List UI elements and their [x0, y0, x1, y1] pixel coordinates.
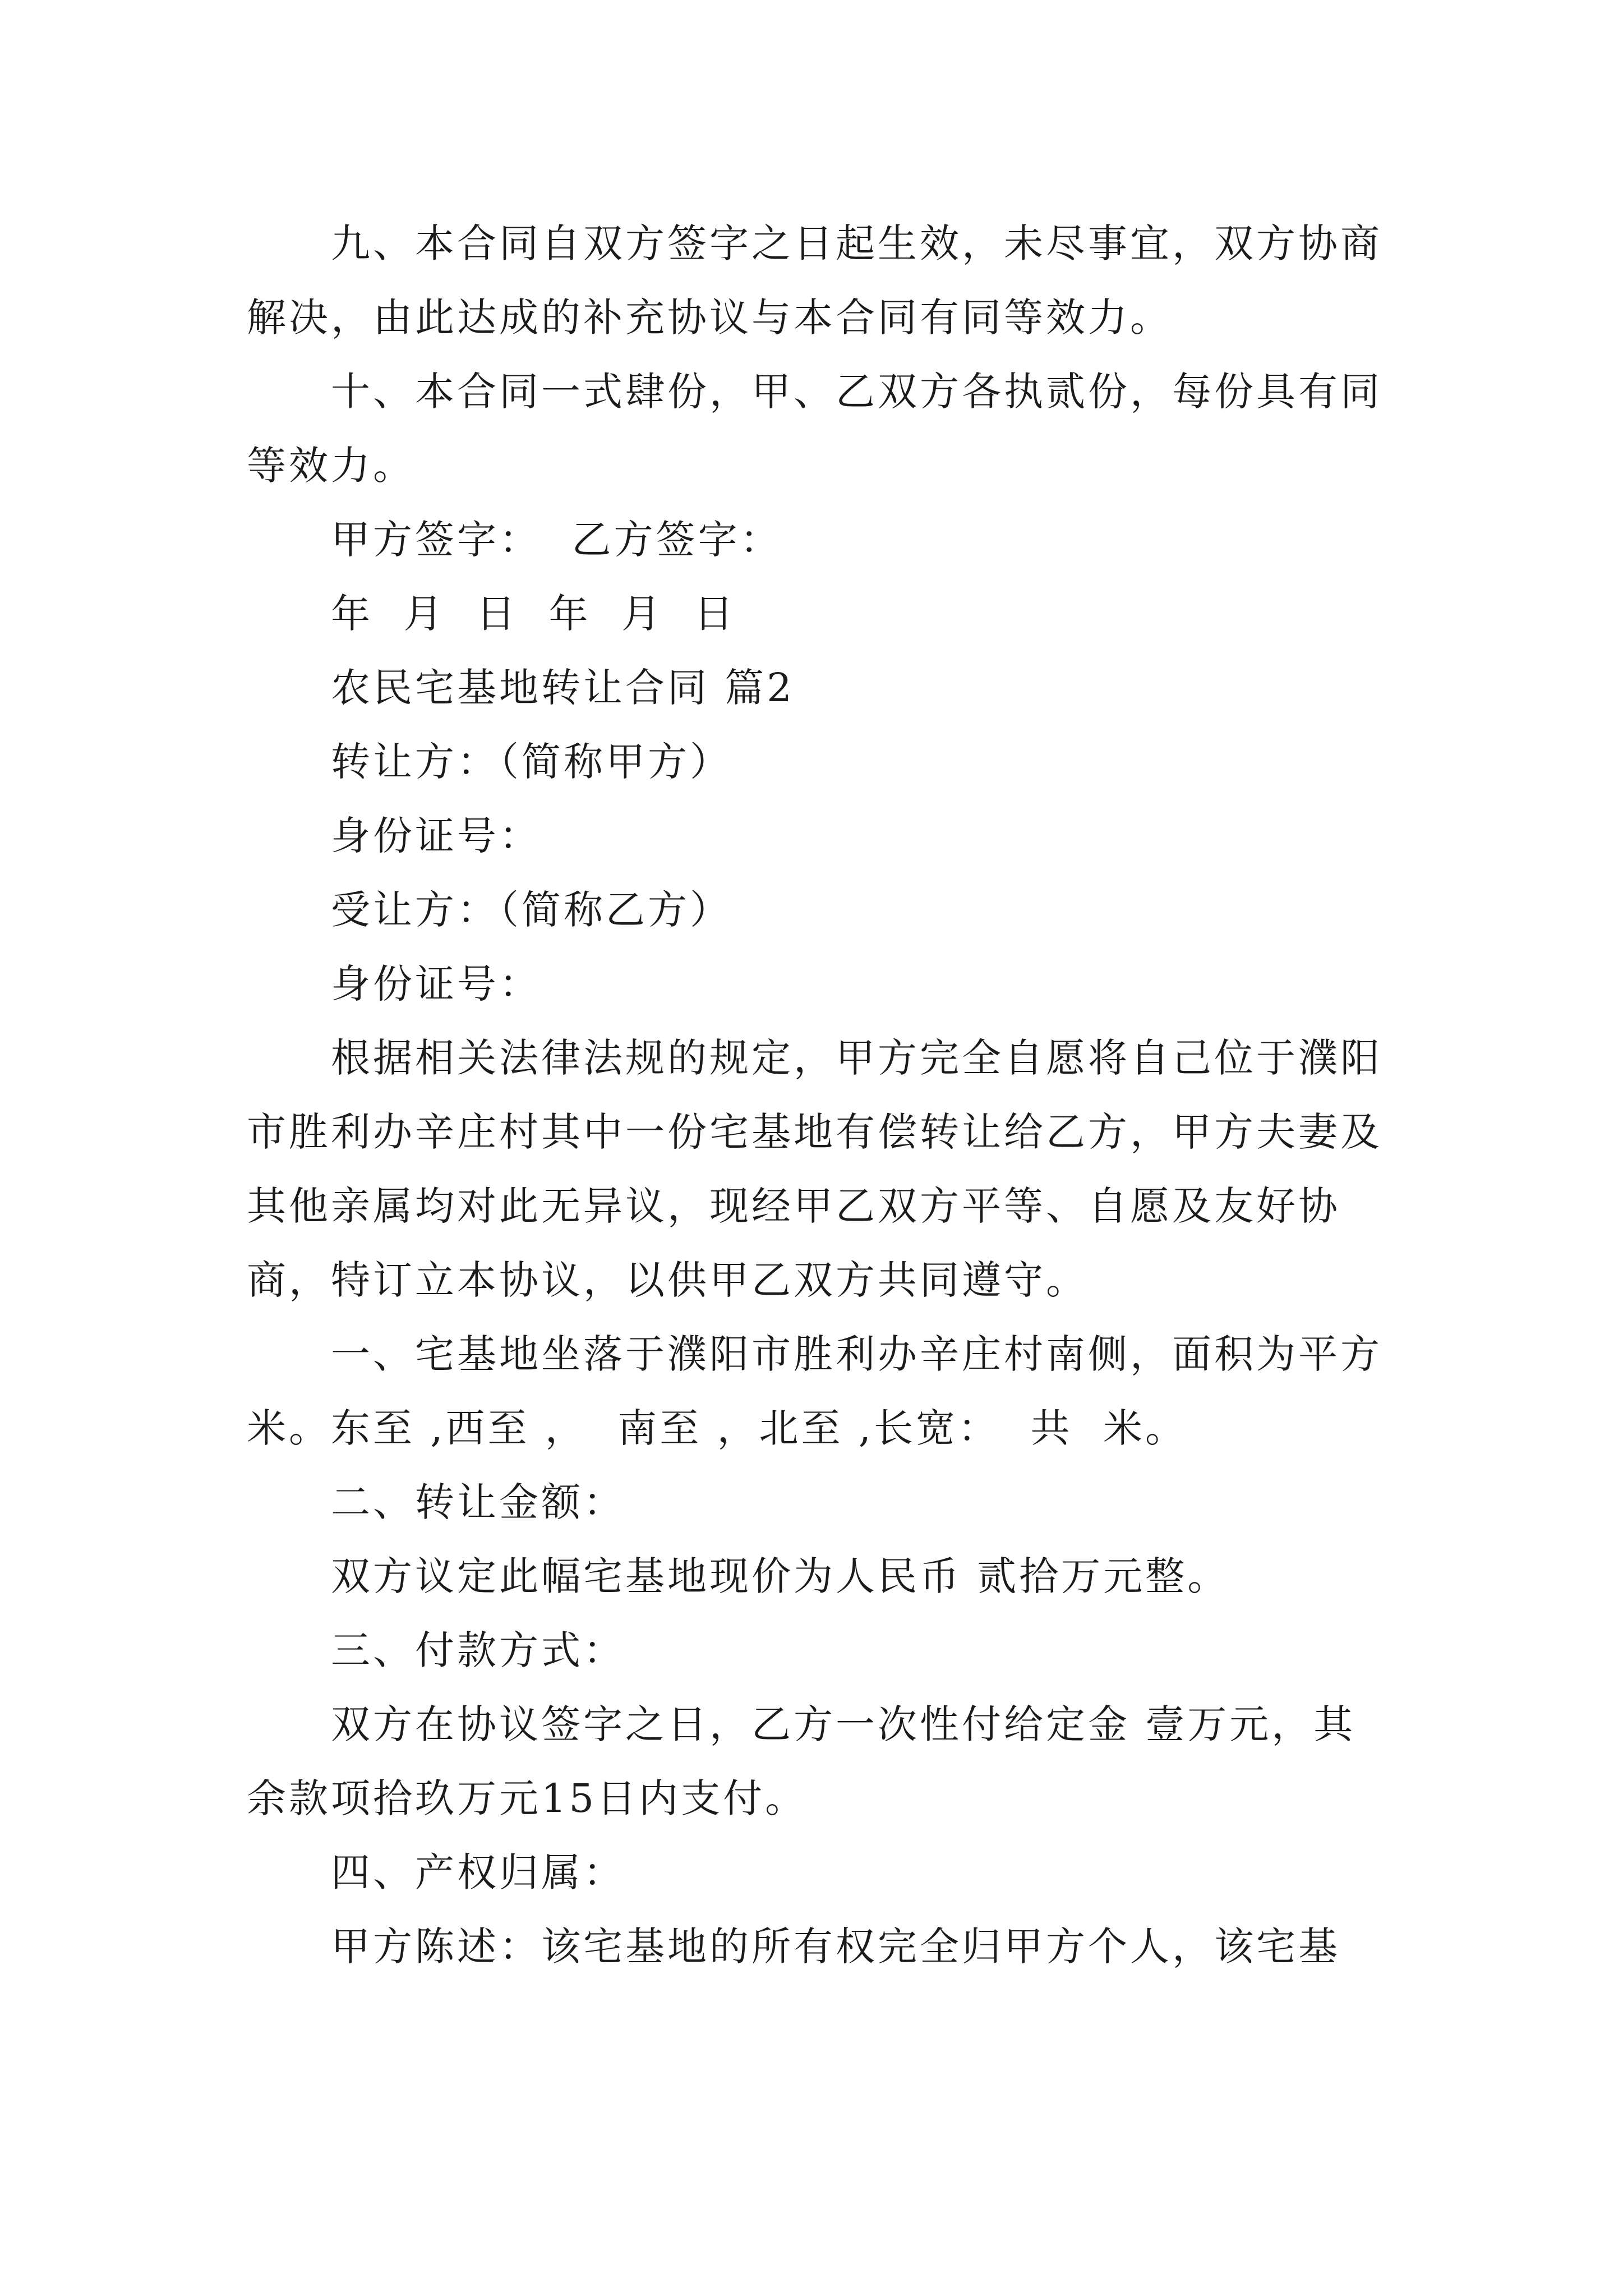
clause-four-body: 甲方陈述：该宅基地的所有权完全归甲方个人，该宅基	[331, 1924, 1340, 1970]
clause-two-body: 双方议定此幅宅基地现价为人民币 贰拾万元整。	[331, 1553, 1230, 1599]
transferee-line: 受让方：（简称乙方）	[331, 887, 732, 933]
transferor-line: 转让方：（简称甲方）	[331, 739, 732, 785]
document-page	[247, 206, 1391, 2114]
date-line: 年 月 日 年 月 日	[331, 591, 736, 637]
clause-four-heading: 四、产权归属：	[331, 1849, 625, 1895]
transferor-id-line: 身份证号：	[331, 813, 541, 859]
section-heading: 农民宅基地转让合同 篇2	[331, 665, 795, 711]
clause-ten: 十、本合同一式肆份，甲、乙双方各执贰份，每份具有同等效力。	[247, 369, 1382, 489]
clause-three-body: 双方在协议签字之日，乙方一次性付给定金 壹万元，其余款项拾玖万元15日内支付。	[247, 1701, 1356, 1821]
transferee-id-line: 身份证号：	[331, 961, 541, 1007]
clause-three-heading: 三、付款方式：	[331, 1627, 625, 1673]
clause-one: 一、宅基地坐落于濮阳市胜利办辛庄村南侧，面积为平方米。东至 ,西至 ， 南至 ，北至 ,长宽： 共 米。	[247, 1331, 1382, 1451]
signature-line: 甲方签字： 乙方签字：	[331, 517, 782, 563]
clause-nine: 九、本合同自双方签字之日起生效，未尽事宜，双方协商解决，由此达成的补充协议与本合同有同等效力。	[247, 220, 1382, 341]
clause-two-heading: 二、转让金额：	[331, 1479, 625, 1525]
preamble-paragraph: 根据相关法律法规的规定，甲方完全自愿将自己位于濮阳市胜利办辛庄村其中一份宅基地有偿转让给乙方，甲方夫妻及其他亲属均对此无异议，现经甲乙双方平等、自愿及友好协商，特订立本协议，以供甲乙双方共同遵守。	[247, 1035, 1382, 1303]
